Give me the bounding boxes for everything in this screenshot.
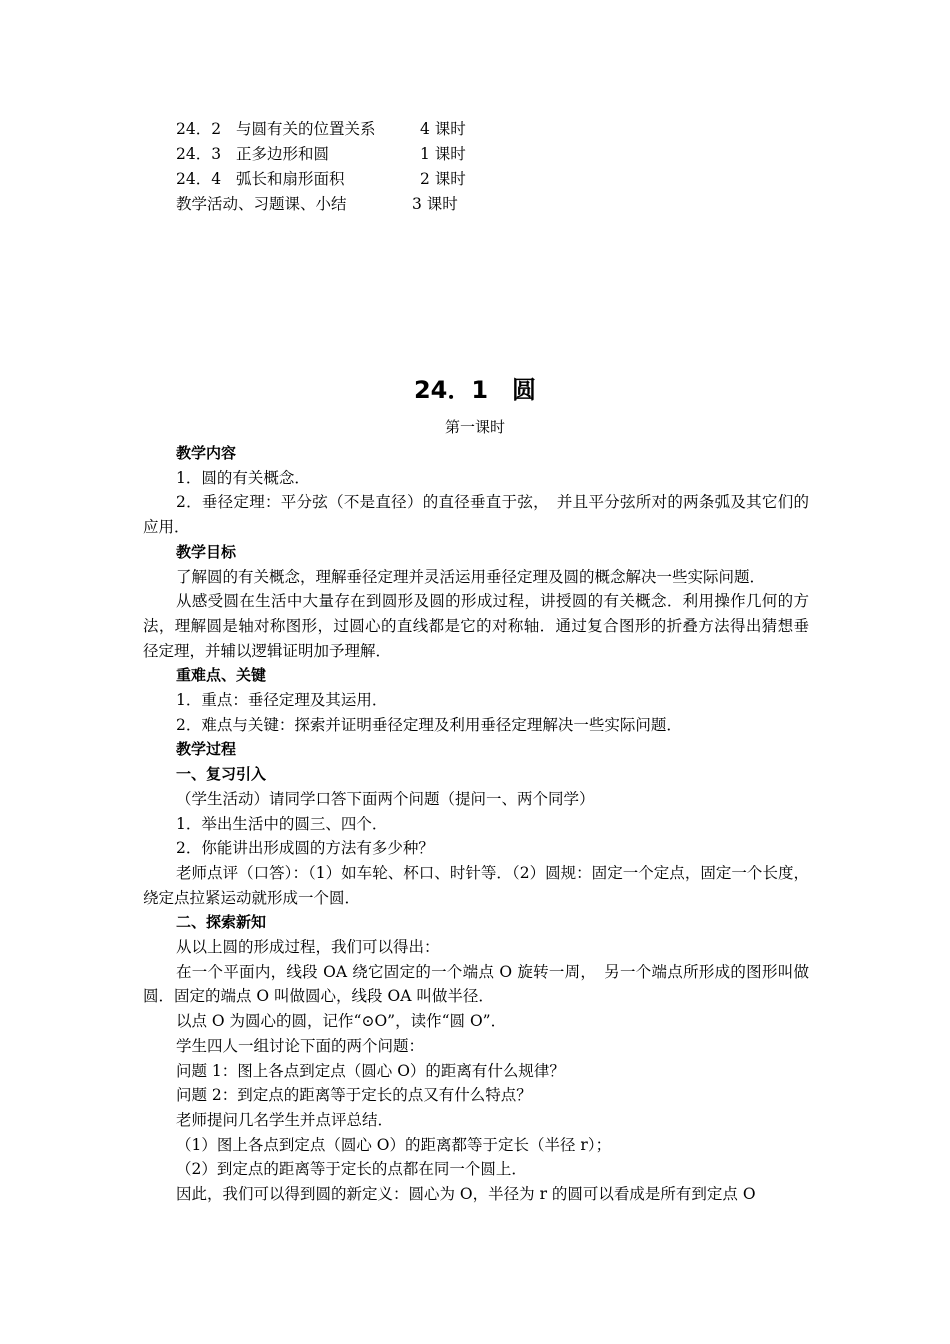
lesson-body bbox=[143, 441, 809, 1207]
heading-key-points: 重难点、关键 bbox=[176, 666, 267, 685]
section-title: 24．1 圆 bbox=[413, 376, 537, 404]
section-name: 教学活动、习题课、小结 bbox=[176, 195, 347, 213]
paragraph: 老师提问几名学生并点评总结． bbox=[176, 1110, 394, 1129]
paragraph: （2）到定点的距离等于定长的点都在同一个圆上． bbox=[176, 1160, 527, 1179]
section-hours: 3 课时 bbox=[412, 195, 458, 213]
paragraph: 1．举出生活中的圆三、四个． bbox=[176, 814, 388, 833]
paragraph: 老师点评（口答）：（1）如车轮、杯口、时针等．（2）圆规：固定一个定点，固定一个长度，绕定点拉紧运动就形成一个圆． bbox=[143, 863, 809, 907]
course-schedule bbox=[176, 117, 466, 217]
section-number: 24．3 bbox=[176, 145, 222, 163]
heading-teaching-goals: 教学目标 bbox=[176, 542, 237, 561]
schedule-row bbox=[176, 142, 466, 167]
paragraph: 问题 2：到定点的距离等于定长的点又有什么特点？ bbox=[176, 1086, 532, 1105]
section-name: 弧长和扇形面积 bbox=[236, 170, 345, 188]
paragraph: 从感受圆在生活中大量存在到圆形及圆的形成过程，讲授圆的有关概念．利用操作几何的方法，理解圆是轴对称图形，过圆心的直线都是它的对称轴．通过复合图形的折叠方法得出猜想垂径定理，并辅以逻辑证明加予理解． bbox=[143, 592, 809, 660]
schedule-row bbox=[176, 167, 466, 192]
paragraph: 1．重点：垂径定理及其运用． bbox=[176, 691, 388, 710]
paragraph: 2．难点与关键：探索并证明垂径定理及利用垂径定理解决一些实际问题． bbox=[176, 715, 682, 734]
heading-explore: 二、探索新知 bbox=[176, 913, 267, 932]
paragraph: 从以上圆的形成过程，我们可以得出： bbox=[176, 938, 440, 957]
paragraph: （学生活动）请同学口答下面两个问题（提问一、两个同学） bbox=[176, 789, 595, 808]
section-number: 24．2 bbox=[176, 120, 222, 138]
lesson-subtitle: 第一课时 bbox=[444, 418, 505, 436]
heading-teaching-process: 教学过程 bbox=[176, 740, 237, 759]
section-number: 24．4 bbox=[176, 170, 222, 188]
heading-review: 一、复习引入 bbox=[176, 765, 267, 784]
paragraph: 问题 1：图上各点到定点（圆心 O）的距离有什么规律？ bbox=[176, 1061, 565, 1080]
paragraph: 2．垂径定理：平分弦（不是直径）的直径垂直于弦， 并且平分弦所对的两条弧及其它们的应用． bbox=[143, 493, 809, 537]
paragraph: （1）图上各点到定点（圆心 O）的距离都等于定长（半径 r）； bbox=[176, 1135, 612, 1154]
section-name: 正多边形和圆 bbox=[236, 145, 330, 163]
paragraph: 在一个平面内，线段 OA 绕它固定的一个端点 O 旋转一周， 另一个端点所形成的图形叫做圆．固定的端点 O 叫做圆心，线段 OA 叫做半径． bbox=[143, 962, 809, 1006]
paragraph: 以点 O 为圆心的圆，记作“⊙O”，读作“圆 O”． bbox=[176, 1012, 507, 1031]
paragraph: 1．圆的有关概念． bbox=[176, 468, 310, 487]
paragraph: 因此，我们可以得到圆的新定义：圆心为 O，半径为 r 的圆可以看成是所有到定点 O bbox=[176, 1185, 756, 1204]
section-hours: 4 课时 bbox=[420, 120, 466, 138]
paragraph: 学生四人一组讨论下面的两个问题： bbox=[176, 1036, 425, 1055]
paragraph: 2．你能讲出形成圆的方法有多少种？ bbox=[176, 839, 434, 858]
section-hours: 1 课时 bbox=[420, 145, 466, 163]
schedule-row bbox=[176, 192, 458, 217]
section-name: 与圆有关的位置关系 bbox=[236, 120, 376, 138]
schedule-row bbox=[176, 117, 466, 142]
paragraph: 了解圆的有关概念，理解垂径定理并灵活运用垂径定理及圆的概念解决一些实际问题． bbox=[176, 567, 766, 586]
heading-teaching-content: 教学内容 bbox=[176, 444, 237, 462]
section-hours: 2 课时 bbox=[420, 170, 466, 188]
